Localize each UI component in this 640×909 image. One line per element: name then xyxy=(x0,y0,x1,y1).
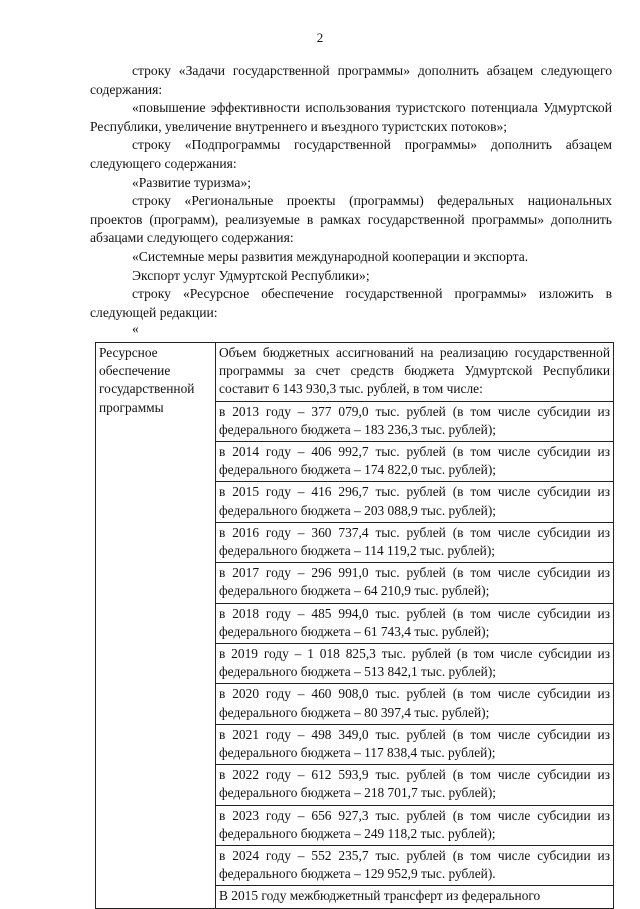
document-body xyxy=(90,62,612,336)
year-entry-2021: в 2021 году – 498 349,0 тыс. рублей (в том числе субсидии из федерального бюджета – 117 838,4 тыс. рублей); xyxy=(216,724,614,764)
year-entry-2016: в 2016 году – 360 737,4 тыс. рублей (в том числе субсидии из федерального бюджета – 114 119,2 тыс. рублей); xyxy=(216,522,614,562)
year-entry-2020: в 2020 году – 460 908,0 тыс. рублей (в том числе субсидии из федерального бюджета – 80 397,4 тыс. рублей); xyxy=(216,684,614,724)
paragraph: строку «Ресурсное обеспечение государственной программы» изложить в следующей редакции: xyxy=(90,286,612,320)
year-entry-2018: в 2018 году – 485 994,0 тыс. рублей (в том числе субсидии из федерального бюджета – 61 743,4 тыс. рублей); xyxy=(216,603,614,643)
paragraph: строку «Подпрограммы государственной программы» дополнить абзацем следующего содержания: xyxy=(90,137,612,171)
paragraph: «Системные меры развития международной кооперации и экспорта. xyxy=(132,248,529,264)
year-entry-2015: в 2015 году – 416 296,7 тыс. рублей (в том числе субсидии из федерального бюджета – 203 088,9 тыс. рублей); xyxy=(216,482,614,522)
year-entry-2022: в 2022 году – 612 593,9 тыс. рублей (в том числе субсидии из федерального бюджета – 218 701,7 тыс. рублей); xyxy=(216,765,614,805)
paragraph: «повышение эффективности использования туристского потенциала Удмуртской Республики, увеличение внутреннего и въездного туристских потоков»; xyxy=(90,100,612,134)
table-row xyxy=(96,343,614,402)
transfer-note-cell: В 2015 году межбюджетный трансферт из федерального xyxy=(216,886,614,908)
paragraph: Экспорт услуг Удмуртской Республики»; xyxy=(132,267,370,283)
year-entry-2024: в 2024 году – 552 235,7 тыс. рублей (в том числе субсидии из федерального бюджета – 129 952,9 тыс. рублей). xyxy=(216,846,614,886)
page-number: 2 xyxy=(316,30,324,45)
year-entry-2013: в 2013 году – 377 079,0 тыс. рублей (в том числе субсидии из федерального бюджета – 183 236,3 тыс. рублей); xyxy=(216,401,614,441)
year-entry-2019: в 2019 году – 1 018 825,3 тыс. рублей (в том числе субсидии из федерального бюджета – 513 842,1 тыс. рублей); xyxy=(216,644,614,684)
paragraph: строку «Региональные проекты (программы) федеральных национальных проектов (программ), реализуемые в рамках государственной программы» дополнить абзацами следующего содержания: xyxy=(90,193,612,246)
resources-table xyxy=(95,342,614,909)
year-entry-2017: в 2017 году – 296 991,0 тыс. рублей (в том числе субсидии из федерального бюджета – 64 210,9 тыс. рублей); xyxy=(216,563,614,603)
row-label-cell: Ресурсное обеспечение государственной программы xyxy=(96,343,216,909)
paragraph: «Развитие туризма»; xyxy=(132,174,252,190)
budget-intro-cell: Объем бюджетных ассигнований на реализацию государственной программы за счет средств бюджета Удмуртской Республики составит 6 143 930,3 тыс. рублей, в том числе: xyxy=(216,343,614,402)
year-entry-2014: в 2014 году – 406 992,7 тыс. рублей (в том числе субсидии из федерального бюджета – 174 822,0 тыс. рублей); xyxy=(216,442,614,482)
paragraph: строку «Задачи государственной программы» дополнить абзацем следующего содержания: xyxy=(90,63,612,97)
quote-open-mark: « xyxy=(132,321,139,337)
year-entry-2023: в 2023 году – 656 927,3 тыс. рублей (в том числе субсидии из федерального бюджета – 249 118,2 тыс. рублей); xyxy=(216,805,614,845)
